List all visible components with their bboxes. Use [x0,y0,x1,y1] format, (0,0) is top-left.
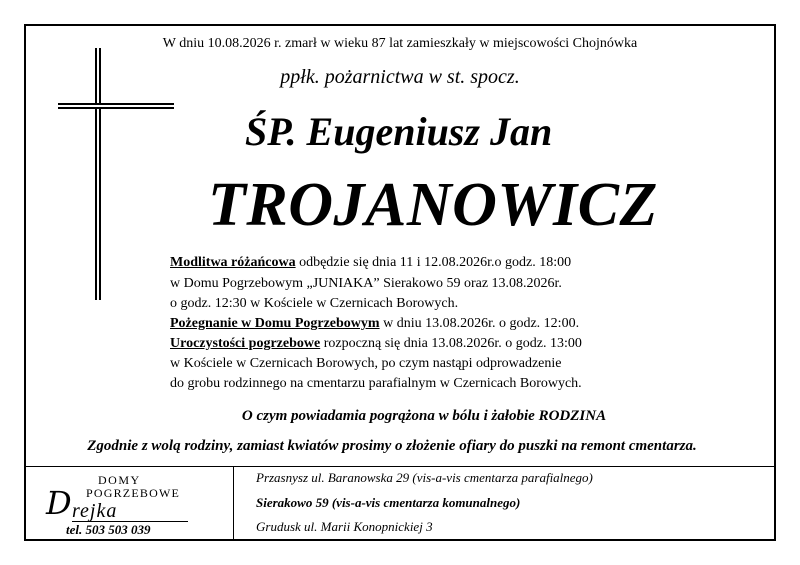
ceremony-line-3: o godz. 12:30 w Kościele w Czernicach Borowych. [170,296,459,311]
ceremony-line-1 [170,255,571,271]
cross-icon-horizontal [58,103,174,109]
ceremony-line-6: w Kościele w Czernicach Borowych, po czym nastąpi odprowadzenie [170,356,562,371]
address-sierakowo: Sierakowo 59 (vis-a-vis cmentarza komunalnego) [256,495,521,510]
footer-divider [24,466,776,467]
donation-request: Zgodnie z wolą rodziny, zamiast kwiatów prosimy o złożenie ofiary do puszki na remont cmentarza. [87,438,697,454]
family-notice: O czym powiadamia pogrążona w bólu i żałobie RODZINA [241,408,607,424]
ceremony-line-7: do grobu rodzinnego na cmentarzu parafialnym w Czernicach Borowych. [170,376,582,391]
rank-title: ppłk. pożarnictwa w st. spocz. [280,66,520,88]
ceremony-line-5 [170,336,582,352]
address-przasnysz: Przasnysz ul. Baranowska 29 (vis-a-vis cmentarza parafialnego) [256,470,593,485]
farewell-label: Pożegnanie w Domu Pogrzebowym [170,316,380,331]
ceremony-line-4 [170,316,579,332]
death-announcement: W dniu 10.08.2026 r. zmarł w wieku 87 lat zamieszkały w miejscowości Chojnówka [162,36,638,51]
ceremony-line-2: w Domu Pogrzebowym „JUNIAKA” Sierakowo 59 oraz 13.08.2026r. [170,276,562,291]
logo-name: rejka [72,500,118,522]
deceased-surname: TROJANOWICZ [208,171,658,239]
phone-number: tel. 503 503 039 [66,522,151,537]
rosary-label: Modlitwa różańcowa [170,255,296,270]
farewell-text: w dniu 13.08.2026r. o godz. 12:00. [379,316,580,331]
footer-column-divider [233,466,234,541]
logo-initial: D [46,484,72,522]
address-grudusk: Grudusk ul. Marii Konopnickiej 3 [256,519,433,534]
funeral-text: rozpoczną się dnia 13.08.2026r. o godz. 13:00 [320,336,582,351]
logo-text-domy: DOMY [98,473,141,487]
funeral-label: Uroczystości pogrzebowe [170,336,321,351]
deceased-first-names: ŚP. Eugeniusz Jan [245,109,553,154]
rosary-text: odbędzie się dnia 11 i 12.08.2026r.o godz. 18:00 [295,255,572,270]
logo-text-pogrzebowe: POGRZEBOWE [86,486,180,500]
